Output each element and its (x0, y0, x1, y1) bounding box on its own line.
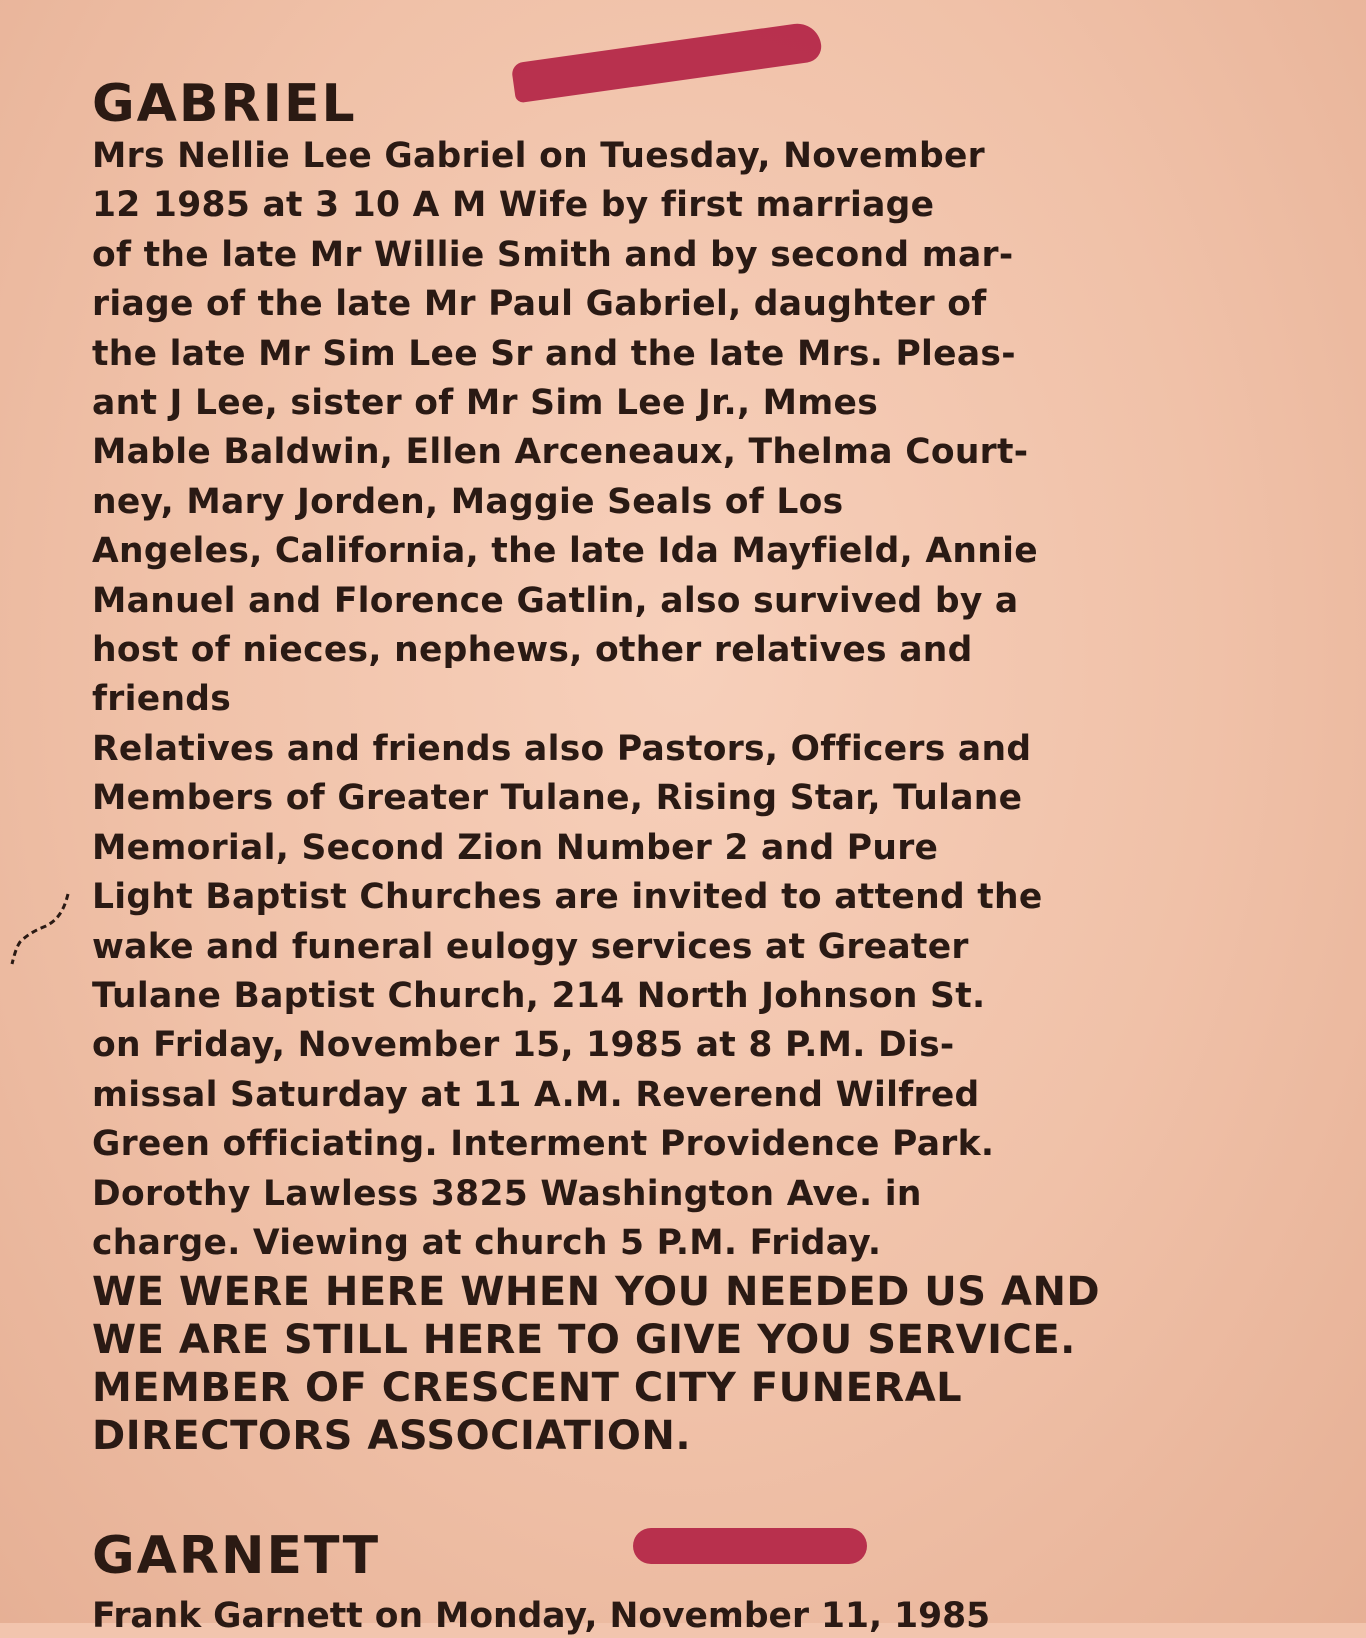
obituary-garnett (92, 1526, 381, 1586)
obituary-surname-heading: GABRIEL (92, 74, 357, 134)
red-marker-stroke (633, 1528, 867, 1564)
pen-scribble-mark (6, 890, 76, 970)
obituary-family-paragraph: Mrs Nellie Lee Gabriel on Tuesday, November 12 1985 at 3 10 A M Wife by first marriage of the late Mr Willie Smith and by second mar- riage of the late Mr Paul Gabriel, daughter of the late Mr Sim Lee Sr and the late Mrs. Pleas- ant J Lee, sister of Mr Sim Lee Jr., Mmes Mable Baldwin, Ellen Arceneaux, Thelma Court- ney, Mary Jorden, Maggie Seals of Los Angeles, California, the late Ida Mayfield, Annie Manuel and Florence Gatlin, also survived by a host of nieces, nephews, other relatives and friends (92, 136, 1038, 720)
funeral-home-tagline: WE WERE HERE WHEN YOU NEEDED US AND WE ARE STILL HERE TO GIVE YOU SERVICE. MEMBER OF CRESCENT CITY FUNERAL DIRECTORS ASSOCIATION. (92, 1269, 1101, 1460)
obituary-gabriel (92, 74, 1252, 1460)
obituary-surname-heading: GARNETT (92, 1526, 381, 1586)
obituary-first-line: Frank Garnett on Monday, November 11, 1985 (92, 1596, 991, 1636)
obituary-services-paragraph: Relatives and friends also Pastors, Officers and Members of Greater Tulane, Rising Star, Tulane Memorial, Second Zion Number 2 and Pure Light Baptist Churches are invited to attend the wake and funeral eulogy services at Greater Tulane Baptist Church, 214 North Johnson St. on Friday, November 15, 1985 at 8 P.M. Dis- missal Saturday at 11 A.M. Reverend Wilfred Green officiating. Interment Providence Park. Dorothy Lawless 3825 Washington Ave. in charge. Viewing at church 5 P.M. Friday. (92, 728, 1043, 1263)
